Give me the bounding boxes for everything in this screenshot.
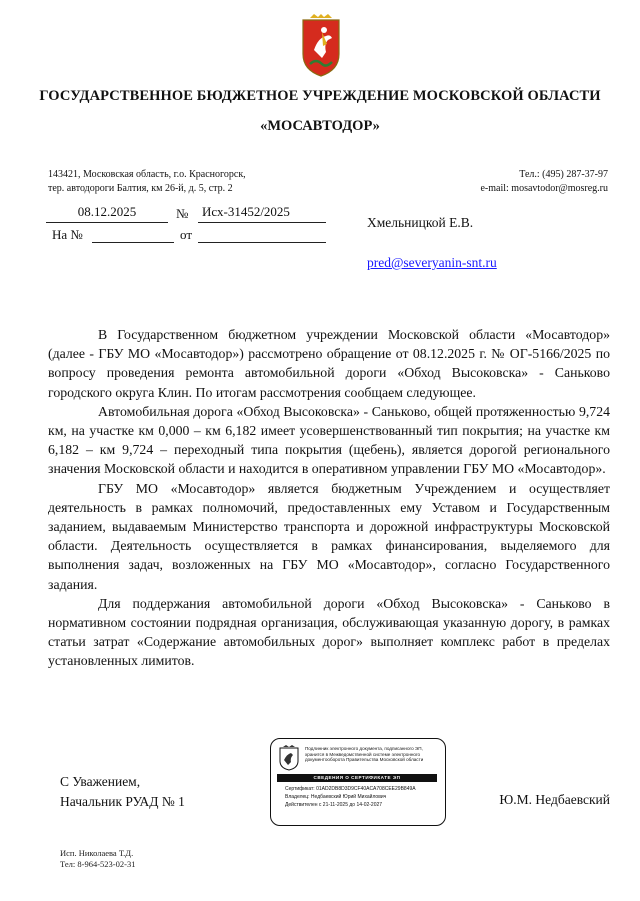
signer-position: Начальник РУАД № 1 (60, 794, 185, 809)
body-paragraph: Для поддержания автомобильной дороги «Обход Высоковска» - Саньково в нормативном состоянии подрядная организация, обслуживающая указанную дорогу, в рамках статьи затрат «Содержание автомобильных дорог» выполняет комплекс работ в пределах установленных лимитов. (48, 595, 610, 669)
address-line-1: 143421, Московская область, г.о. Красногорск, (48, 169, 246, 180)
reference-number-label: На № (52, 227, 83, 242)
reference-date-label: от (180, 227, 193, 242)
executor-info (60, 848, 135, 870)
electronic-signature-stamp (270, 738, 446, 826)
stamp-title: СВЕДЕНИЯ О СЕРТИФИКАТЕ ЭП (277, 774, 437, 782)
document-number (198, 204, 326, 223)
organization-short-name: «МОСАВТОДОР» (260, 118, 380, 134)
document-number-text: Исх-31452/2025 (202, 204, 290, 219)
stamp-emblem-icon (278, 745, 300, 771)
organization-contacts (480, 168, 608, 196)
recipient-email-link[interactable]: pred@severyanin-snt.ru (367, 255, 497, 270)
phone-text: Тел.: (495) 287-37-97 (519, 169, 608, 180)
address-line-2: тер. автодороги Балтия, км 26-й, д. 5, стр. 2 (48, 183, 233, 194)
signer-name: Ю.М. Недбаевский (499, 792, 610, 807)
number-sign: № (176, 206, 189, 221)
body-paragraph: Автомобильная дорога «Обход Высоковска» - Саньково, общей протяженностью 9,724 км, на участке км 0,000 – км 6,182 имеет усовершенствованный тип покрытия; на участке км 6,182 – км 9,724 – переходный типа покрытия (щебень), является дорогой регионального значения Московской области и находится в оперативном управлении ГБУ МО «Мосавтодор». (48, 403, 610, 477)
executor-phone: Тел: 8-964-523-02-31 (60, 859, 136, 869)
reference-number-blank (92, 226, 174, 243)
reference-date-blank (198, 226, 326, 243)
organization-name: ГОСУДАРСТВЕННОЕ БЮДЖЕТНОЕ УЧРЕЖДЕНИЕ МОСКОВСКОЙ ОБЛАСТИ (39, 88, 601, 104)
body-paragraph: ГБУ МО «Мосавтодор» является бюджетным Учреждением и осуществляет деятельность в рамках полномочий, предоставленных ему Уставом и Государственным заданием, выдаваемым Министерство транспорта и дорожной инфраструктуры Московской области. Деятельность осуществляется в рамках финансирования, выделяемого для выполнения задач, возложенных на ГБУ МО «Мосавтодор», согласно Государственного задания. (48, 480, 610, 592)
email-text: e-mail: mosavtodor@mosreg.ru (480, 183, 608, 194)
recipient-name: Хмельницкой Е.В. (367, 215, 474, 230)
organization-address (48, 168, 246, 196)
body-paragraph: В Государственном бюджетном учреждении Московской области «Мосавтодор» (далее - ГБУ МО «Мосавтодор») рассмотрено обращение от 08.12.2025 г. № ОГ-5166/2025 по вопросу проведения ремонта автомобильной дороги «Обход Высоковска» - Саньково городского округа Клин. По итогам рассмотрения сообщаем следующее. (48, 327, 610, 400)
coat-of-arms-icon (300, 14, 342, 78)
closing-text: С Уважением, (60, 774, 141, 789)
stamp-details (285, 785, 435, 809)
stamp-certificate: Сертификат: 01AD2DB8D3D9CF40ACA708CEE29B849A (285, 786, 416, 792)
letter-body (48, 325, 610, 671)
stamp-owner: Владелец: Недбаевский Юрий Михайлович (285, 794, 387, 800)
signature-block (60, 772, 185, 812)
document-date: 08.12.2025 (46, 204, 168, 223)
stamp-validity: Действителен с 21-11-2025 до 14-02-2027 (285, 802, 383, 808)
stamp-notice: Подлинник электронного документа, подписанного ЭП, хранится в Межведомственной системе электронного документооборота Правительства Московской области (305, 746, 424, 763)
executor-name: Исп. Николаева Т.Д. (60, 848, 134, 858)
